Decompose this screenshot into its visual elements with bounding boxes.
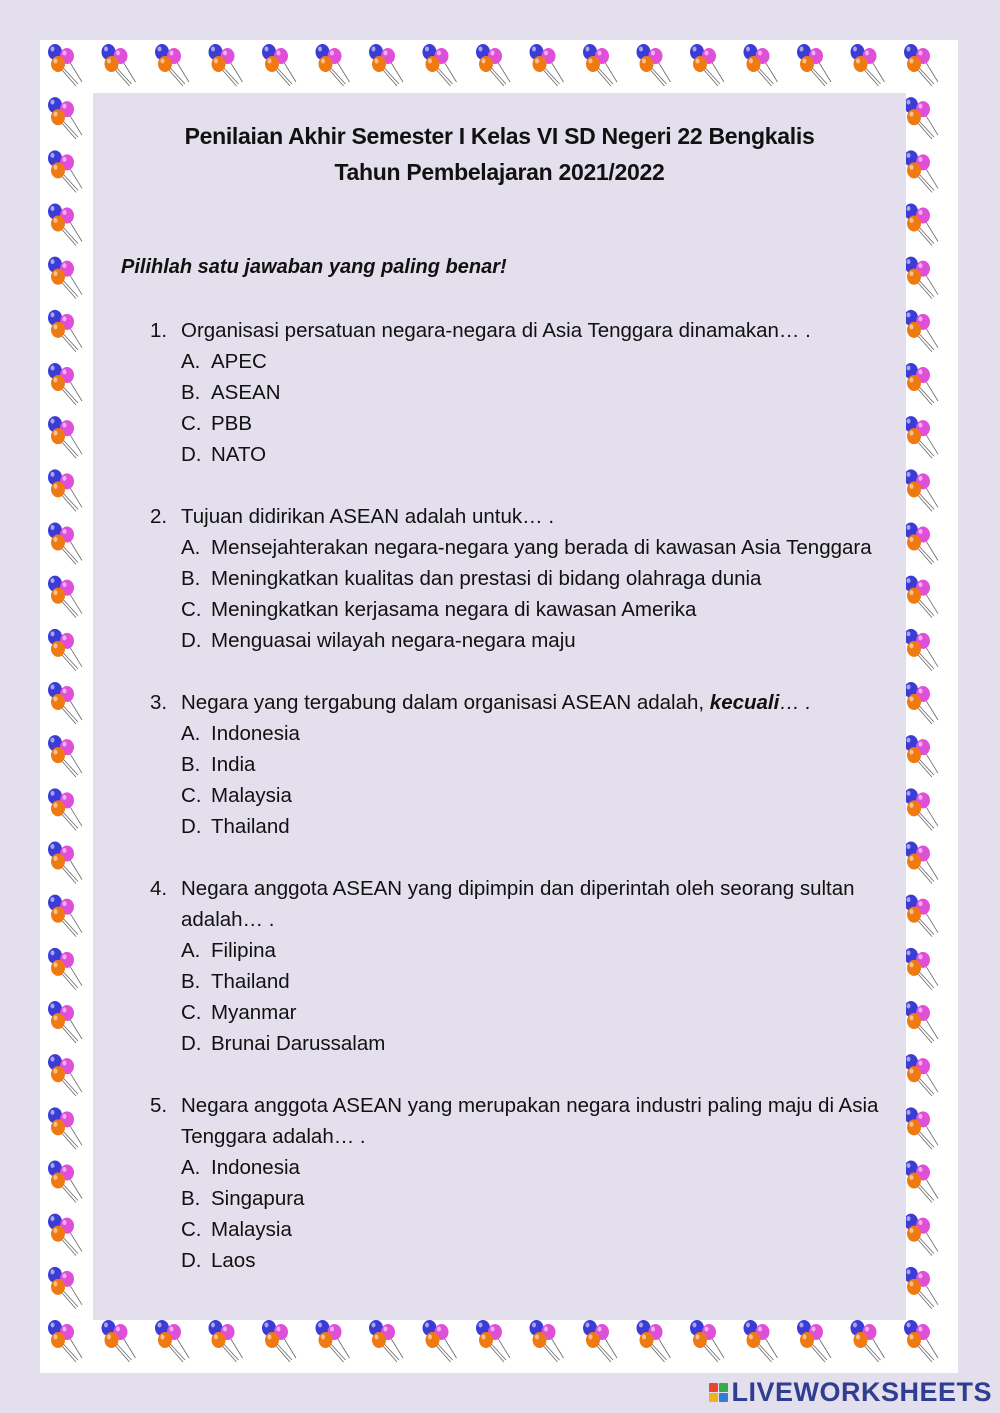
balloon-cluster-icon (476, 44, 510, 86)
answer-option-b[interactable] (150, 377, 850, 408)
question-number: 1. (150, 319, 168, 342)
balloon-cluster-icon (48, 310, 82, 352)
answer-option-a[interactable] (150, 346, 850, 377)
option-letter: D. (181, 815, 202, 838)
option-letter: A. (181, 722, 201, 745)
balloon-cluster-icon (369, 1320, 403, 1362)
option-letter: D. (181, 443, 202, 466)
answer-option-d[interactable] (150, 1245, 850, 1276)
balloon-cluster-icon (904, 416, 938, 458)
question-text-main: Negara yang tergabung dalam organisasi ASEAN adalah, (181, 691, 710, 714)
balloon-cluster-icon (423, 44, 457, 86)
question-number: 5. (150, 1094, 168, 1117)
answer-option-b[interactable] (150, 749, 850, 780)
balloon-cluster-icon (530, 44, 564, 86)
option-text: Thailand (211, 970, 290, 993)
question-text-continued: Tenggara adalah… . (181, 1125, 366, 1148)
balloon-cluster-icon (904, 842, 938, 884)
option-text: Mensejahterakan negara-negara yang berada di kawasan Asia Tenggara (211, 536, 872, 559)
balloon-cluster-icon (476, 1320, 510, 1362)
answer-option-b[interactable] (150, 563, 850, 594)
balloon-cluster-icon (904, 576, 938, 618)
option-text: Myanmar (211, 1001, 297, 1024)
option-text: Singapura (211, 1187, 305, 1210)
balloon-cluster-icon (48, 204, 82, 246)
option-letter: B. (181, 753, 201, 776)
option-text: Menguasai wilayah negara-negara maju (211, 629, 576, 652)
balloon-cluster-icon (904, 97, 938, 139)
balloon-cluster-icon (904, 788, 938, 830)
balloon-cluster-icon (744, 1320, 778, 1362)
option-letter: A. (181, 350, 201, 373)
option-text: India (211, 753, 256, 776)
balloon-cluster-icon (904, 735, 938, 777)
balloon-cluster-icon (102, 44, 136, 86)
option-letter: C. (181, 1001, 202, 1024)
option-text: PBB (211, 412, 253, 435)
balloon-cluster-icon (904, 1320, 938, 1362)
answer-option-c[interactable] (150, 997, 850, 1028)
balloon-cluster-icon (48, 363, 82, 405)
option-letter: B. (181, 381, 201, 404)
balloon-cluster-icon (48, 523, 82, 565)
balloon-cluster-icon (904, 895, 938, 937)
balloon-cluster-icon (904, 682, 938, 724)
watermark-text: LIVEWORKSHEETS (731, 1376, 992, 1407)
answer-option-c[interactable] (150, 408, 850, 439)
balloon-cluster-icon (48, 97, 82, 139)
question-text: Negara anggota ASEAN yang dipimpin dan diperintah oleh seorang sultan (181, 877, 855, 900)
balloon-cluster-icon (904, 310, 938, 352)
balloon-cluster-icon (262, 1320, 296, 1362)
answer-option-c[interactable] (150, 594, 850, 625)
balloon-cluster-icon (316, 1320, 350, 1362)
balloon-cluster-icon (851, 1320, 885, 1362)
balloon-cluster-icon (48, 948, 82, 990)
balloon-cluster-icon (904, 948, 938, 990)
balloon-cluster-icon (209, 44, 243, 86)
balloon-cluster-icon (48, 257, 82, 299)
balloon-cluster-icon (209, 1320, 243, 1362)
page-title: Penilaian Akhir Semester I Kelas VI SD Negeri 22 Bengkalis (184, 123, 815, 149)
instruction-text: Pilihlah satu jawaban yang paling benar! (121, 256, 507, 278)
question-text: Tujuan didirikan ASEAN adalah untuk… . (181, 505, 555, 528)
answer-option-d[interactable] (150, 1028, 850, 1059)
balloon-cluster-icon (904, 1107, 938, 1149)
balloon-cluster-icon (904, 363, 938, 405)
answer-option-b[interactable] (150, 966, 850, 997)
balloon-cluster-icon (48, 44, 82, 86)
balloon-cluster-icon (583, 1320, 617, 1362)
answer-option-b[interactable] (150, 1183, 850, 1214)
balloon-cluster-icon (48, 1320, 82, 1362)
balloon-cluster-icon (904, 1214, 938, 1256)
question-2 (150, 501, 872, 656)
balloon-cluster-icon (851, 44, 885, 86)
question-number: 4. (150, 877, 168, 900)
balloon-cluster-icon (48, 469, 82, 511)
option-letter: C. (181, 412, 202, 435)
option-text: Laos (211, 1249, 256, 1272)
question-3 (150, 687, 850, 842)
question-number: 3. (150, 691, 168, 714)
question-text: Negara anggota ASEAN yang merupakan negara industri paling maju di Asia (181, 1094, 879, 1117)
question-emphasis-suffix: … . (779, 691, 812, 714)
question-1 (150, 315, 850, 470)
option-letter: D. (181, 1032, 202, 1055)
balloon-cluster-icon (904, 257, 938, 299)
answer-option-d[interactable] (150, 439, 850, 470)
liveworksheets-logo-icon (709, 1383, 728, 1402)
question-emphasis: kecuali (709, 691, 780, 714)
balloon-cluster-icon (316, 44, 350, 86)
option-letter: C. (181, 784, 202, 807)
balloon-cluster-icon (797, 1320, 831, 1362)
worksheet-paper (93, 93, 906, 1320)
balloon-cluster-icon (904, 44, 938, 86)
balloon-cluster-icon (48, 1054, 82, 1096)
answer-option-c[interactable] (150, 1214, 850, 1245)
balloon-cluster-icon (48, 150, 82, 192)
answer-option-d[interactable] (150, 625, 850, 656)
balloon-cluster-icon (102, 1320, 136, 1362)
question-number: 2. (150, 505, 168, 528)
balloon-cluster-icon (637, 44, 671, 86)
answer-option-a[interactable] (150, 935, 850, 966)
question-4 (150, 873, 855, 1059)
balloon-cluster-icon (904, 1054, 938, 1096)
option-letter: A. (181, 939, 201, 962)
balloon-cluster-icon (48, 735, 82, 777)
balloon-cluster-icon (155, 44, 189, 86)
option-text: Meningkatkan kerjasama negara di kawasan Amerika (211, 598, 697, 621)
balloon-cluster-icon (904, 629, 938, 671)
balloon-cluster-icon (48, 416, 82, 458)
page-subtitle: Tahun Pembelajaran 2021/2022 (334, 159, 665, 185)
balloon-cluster-icon (637, 1320, 671, 1362)
balloon-cluster-icon (48, 895, 82, 937)
balloon-cluster-icon (48, 576, 82, 618)
balloon-cluster-icon (904, 150, 938, 192)
option-letter: C. (181, 1218, 202, 1241)
answer-option-d[interactable] (150, 811, 850, 842)
answer-option-a[interactable] (150, 718, 850, 749)
question-text: Organisasi persatuan negara-negara di Asia Tenggara dinamakan… . (181, 319, 811, 342)
option-text: Meningkatkan kualitas dan prestasi di bidang olahraga dunia (211, 567, 762, 590)
balloon-cluster-icon (262, 44, 296, 86)
answer-option-a[interactable] (150, 1152, 850, 1183)
option-text: Thailand (211, 815, 290, 838)
balloon-cluster-icon (48, 629, 82, 671)
balloon-cluster-icon (904, 1161, 938, 1203)
option-text: APEC (211, 350, 267, 373)
liveworksheets-watermark[interactable] (709, 1375, 992, 1409)
option-letter: B. (181, 970, 201, 993)
option-letter: B. (181, 567, 201, 590)
balloon-cluster-icon (369, 44, 403, 86)
balloon-cluster-icon (48, 1161, 82, 1203)
balloon-cluster-icon (48, 788, 82, 830)
balloon-cluster-icon (48, 842, 82, 884)
answer-option-c[interactable] (150, 780, 850, 811)
balloon-cluster-icon (48, 682, 82, 724)
balloon-cluster-icon (48, 1267, 82, 1309)
option-text: Malaysia (211, 784, 292, 807)
balloon-cluster-icon (904, 204, 938, 246)
balloon-cluster-icon (690, 1320, 724, 1362)
balloon-cluster-icon (48, 1214, 82, 1256)
balloon-cluster-icon (530, 1320, 564, 1362)
balloon-cluster-icon (48, 1107, 82, 1149)
balloon-cluster-icon (797, 44, 831, 86)
option-text: Malaysia (211, 1218, 292, 1241)
question-5 (150, 1090, 879, 1276)
option-text: NATO (211, 443, 267, 466)
balloon-cluster-icon (904, 523, 938, 565)
option-text: Indonesia (211, 1156, 300, 1179)
balloon-cluster-icon (690, 44, 724, 86)
option-text: Filipina (211, 939, 276, 962)
option-text: ASEAN (211, 381, 281, 404)
answer-option-a[interactable] (150, 532, 872, 563)
option-letter: A. (181, 1156, 201, 1179)
option-letter: C. (181, 598, 202, 621)
balloon-cluster-icon (155, 1320, 189, 1362)
balloon-cluster-icon (904, 1001, 938, 1043)
question-text (181, 687, 811, 718)
balloon-cluster-icon (904, 1267, 938, 1309)
balloon-cluster-icon (583, 44, 617, 86)
balloon-cluster-icon (904, 469, 938, 511)
option-letter: D. (181, 1249, 202, 1272)
balloon-cluster-icon (423, 1320, 457, 1362)
balloon-cluster-icon (48, 1001, 82, 1043)
question-text-continued: adalah… . (181, 908, 275, 931)
option-letter: A. (181, 536, 201, 559)
option-letter: D. (181, 629, 202, 652)
option-text: Brunai Darussalam (211, 1032, 386, 1055)
option-text: Indonesia (211, 722, 300, 745)
balloon-cluster-icon (744, 44, 778, 86)
option-letter: B. (181, 1187, 201, 1210)
